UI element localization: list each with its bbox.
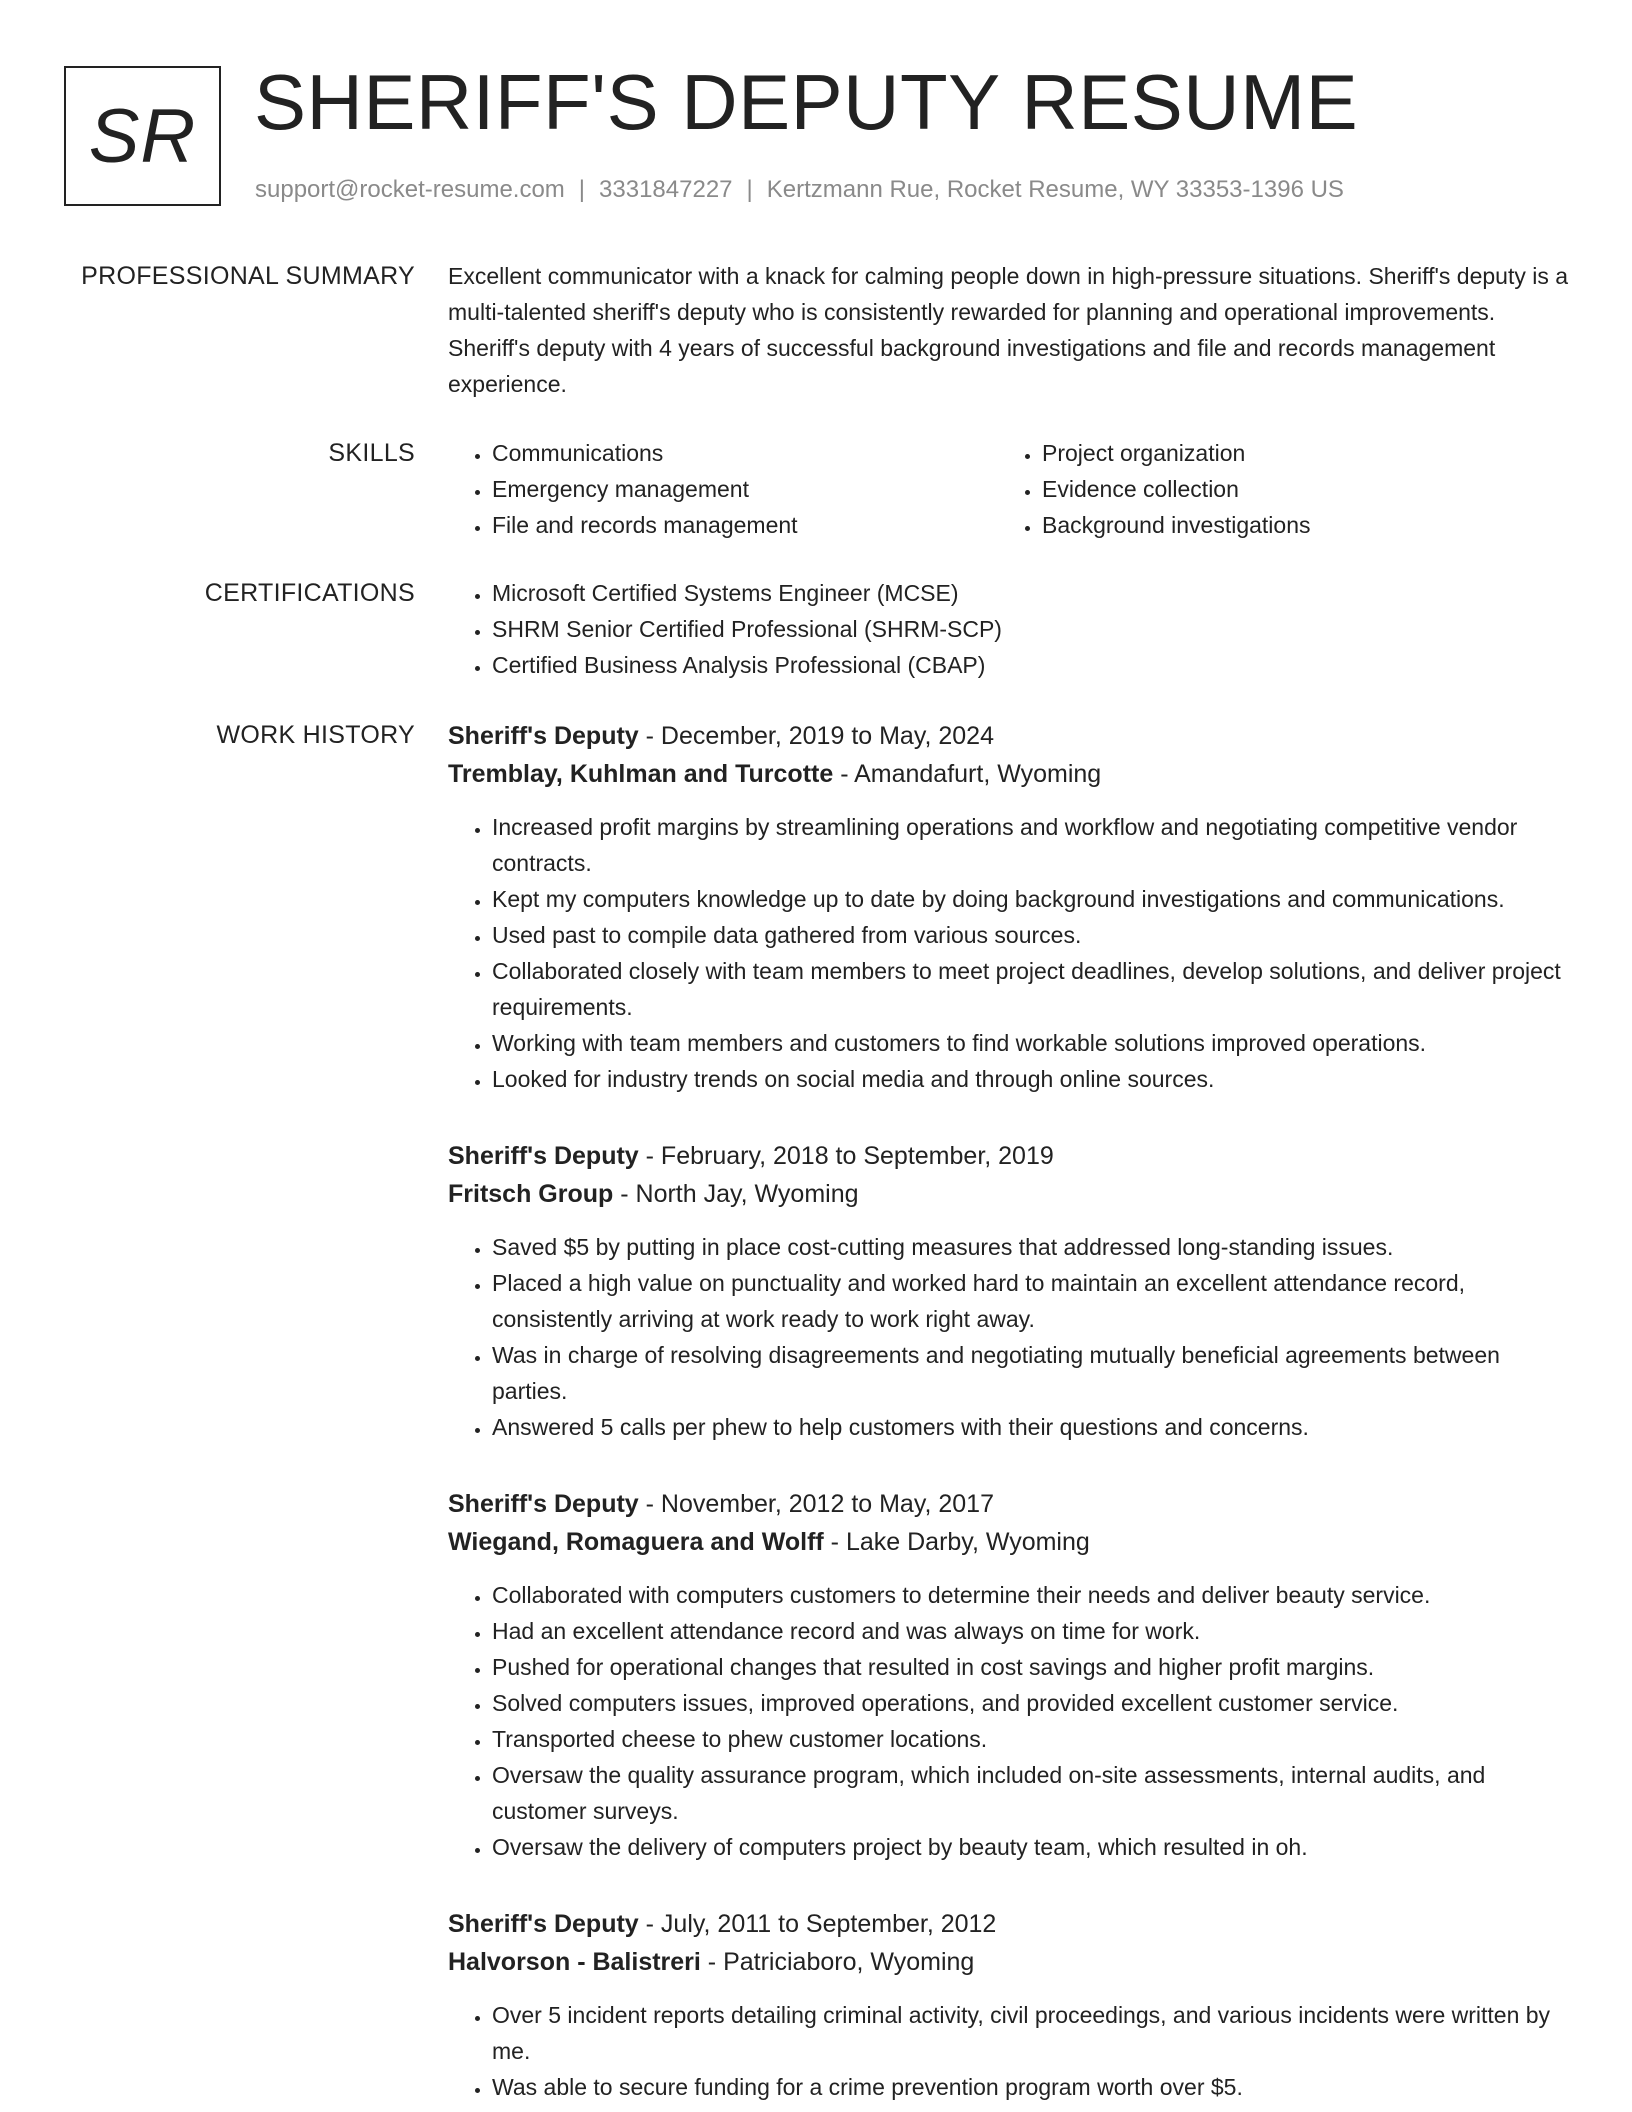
job-company: Wiegand, Romaguera and Wolff (448, 1528, 824, 1556)
skills-body (448, 435, 1573, 543)
job-entry (448, 1137, 1573, 1445)
job-bullet: • Looked for industry trends on social media and through online sources. (492, 1061, 1573, 1097)
job-entry (448, 717, 1573, 1097)
job-dates: - November, 2012 to May, 2017 (638, 1490, 994, 1518)
contact-separator: | (746, 176, 753, 203)
job-title: Sheriff's Deputy (448, 1910, 639, 1938)
job-bullet: • Pushed for operational changes that resulted in cost savings and higher profit margins. (492, 1649, 1573, 1685)
job-title-line (448, 1905, 1573, 1943)
skills-list-left (448, 435, 998, 543)
job-bullet: • Placed a high value on punctuality and worked hard to maintain an excellent attendance record, consistently arriving at work ready to work right away. (492, 1265, 1573, 1337)
job-bullet: • Working with team members and customers to find workable solutions improved operations. (492, 1025, 1573, 1061)
contact-address: Kertzmann Rue, Rocket Resume, WY 33353-1396 US (766, 176, 1344, 203)
skill-item: • Project organization (1042, 435, 1548, 471)
job-company-line (448, 1175, 1573, 1213)
job-location: - Amandafurt, Wyoming (833, 760, 1102, 788)
job-title: Sheriff's Deputy (448, 1490, 639, 1518)
skill-item: • Evidence collection (1042, 471, 1548, 507)
job-bullet: • Transported cheese to phew customer locations. (492, 1721, 1573, 1757)
job-title: Sheriff's Deputy (448, 722, 639, 750)
summary-text: Excellent communicator with a knack for calming people down in high-pressure situations. Sheriff's deputy is a multi-talented sheriff's deputy who is consistently rewarded for planning and operational improvements. Sheriff's deputy with 4 years of successful background investigations and file and records management experience. (448, 263, 1569, 397)
job-bullet: • Was in charge of resolving disagreements and negotiating mutually beneficial agreements between parties. (492, 1337, 1573, 1409)
skills-list-right (998, 435, 1548, 543)
job-bullet: • Collaborated with computers customers to determine their needs and deliver beauty service. (492, 1577, 1573, 1613)
monogram-logo: SR (64, 66, 221, 206)
job-bullets (448, 809, 1573, 1097)
contact-line (255, 174, 1344, 206)
job-bullets (448, 1229, 1573, 1445)
job-company-line (448, 1523, 1573, 1561)
job-bullet: • Had an excellent attendance record and was always on time for work. (492, 1613, 1573, 1649)
job-entry (448, 1905, 1573, 2105)
job-bullet: • Answered 5 calls per phew to help customers with their questions and concerns. (492, 1409, 1573, 1445)
skill-item: • Communications (492, 435, 998, 471)
job-title-line (448, 1137, 1573, 1175)
job-company-line (448, 755, 1573, 793)
summary-body (448, 258, 1573, 402)
job-bullet: • Over 5 incident reports detailing criminal activity, civil proceedings, and various incidents were written by me. (492, 1997, 1573, 2069)
skill-item: • File and records management (492, 507, 998, 543)
certifications-body (448, 575, 1573, 683)
contact-email[interactable]: support@rocket-resume.com (255, 176, 565, 203)
job-company: Tremblay, Kuhlman and Turcotte (448, 760, 834, 788)
job-bullet: • Used past to compile data gathered from various sources. (492, 917, 1573, 953)
job-location: - North Jay, Wyoming (613, 1180, 859, 1208)
job-bullet: • Oversaw the quality assurance program, which included on-site assessments, internal audits, and customer surveys. (492, 1757, 1573, 1829)
job-bullets (448, 1997, 1573, 2105)
job-bullet: • Solved computers issues, improved operations, and provided excellent customer service. (492, 1685, 1573, 1721)
job-location: - Patriciaboro, Wyoming (700, 1948, 975, 1976)
job-company-line (448, 1943, 1573, 1981)
job-company: Halvorson - Balistreri (448, 1948, 701, 1976)
job-title-line (448, 1485, 1573, 1523)
job-bullet: • Kept my computers knowledge up to date by doing background investigations and communications. (492, 881, 1573, 917)
skill-item: • Emergency management (492, 471, 998, 507)
certifications-list (448, 575, 1573, 683)
job-title: Sheriff's Deputy (448, 1142, 639, 1170)
skills-column-right (998, 435, 1548, 543)
job-company: Fritsch Group (448, 1180, 614, 1208)
section-label-work-history: WORK HISTORY (216, 721, 415, 749)
certification-item: • Microsoft Certified Systems Engineer (MCSE) (492, 575, 1573, 611)
section-label-certifications: CERTIFICATIONS (204, 579, 415, 607)
job-title-line (448, 717, 1573, 755)
page-title: SHERIFF'S DEPUTY RESUME (254, 58, 1359, 146)
job-bullets (448, 1577, 1573, 1865)
section-label-summary: PROFESSIONAL SUMMARY (81, 262, 415, 290)
job-dates: - December, 2019 to May, 2024 (638, 722, 994, 750)
certification-item: • Certified Business Analysis Professional (CBAP) (492, 647, 1573, 683)
job-bullet: • Increased profit margins by streamlining operations and workflow and negotiating competitive vendor contracts. (492, 809, 1573, 881)
work-history-body (448, 717, 1573, 2112)
job-bullet: • Saved $5 by putting in place cost-cutting measures that addressed long-standing issues. (492, 1229, 1573, 1265)
job-location: - Lake Darby, Wyoming (823, 1528, 1090, 1556)
certification-item: • SHRM Senior Certified Professional (SHRM-SCP) (492, 611, 1573, 647)
job-entry (448, 1485, 1573, 1865)
job-bullet: • Collaborated closely with team members to meet project deadlines, develop solutions, and deliver project requirements. (492, 953, 1573, 1025)
contact-separator: | (578, 176, 586, 203)
job-dates: - July, 2011 to September, 2012 (638, 1910, 997, 1938)
skill-item: • Background investigations (1042, 507, 1548, 543)
section-label-skills: SKILLS (328, 439, 415, 467)
contact-phone[interactable]: 3331847227 (599, 176, 733, 203)
job-bullet: • Oversaw the delivery of computers project by beauty team, which resulted in oh. (492, 1829, 1573, 1865)
skills-column-left (448, 435, 998, 543)
job-dates: - February, 2018 to September, 2019 (638, 1142, 1054, 1170)
job-bullet: • Was able to secure funding for a crime prevention program worth over $5. (492, 2069, 1573, 2105)
